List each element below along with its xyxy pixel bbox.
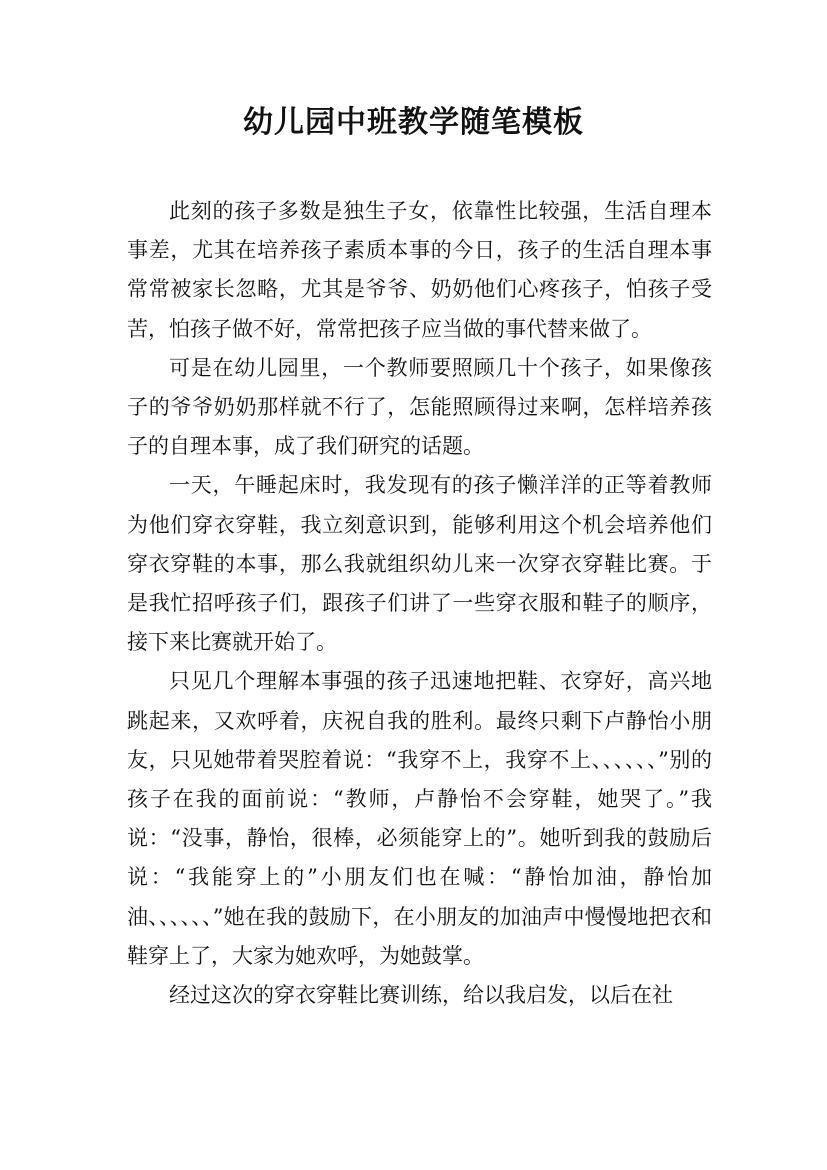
- paragraph-2: 可是在幼儿园里，一个教师要照顾几十个孩子，如果像孩子的爷爷奶奶那样就不行了，怎能照顾得过来啊，怎样培养孩子的自理本事，成了我们研究的话题。: [127, 355, 712, 459]
- paragraph-4: 只见几个理解本事强的孩子迅速地把鞋、衣穿好，高兴地跳起来，又欢呼着，庆祝自我的胜利。最终只剩下卢静怡小朋友，只见她带着哭腔着说：“我穿不上，我穿不上、、、、、、”别的孩子在我的面前说：“教师，卢静怡不会穿鞋，她哭了。”我说：“没事，静怡，很棒，必须能穿上的”。她听到我的鼓励后说：“我能穿上的”小朋友们也在喊：“静怡加油，静怡加油、、、、、、”她在我的鼓励下，在小朋友的加油声中慢慢地把衣和鞋穿上了，大家为她欢呼，为她鼓掌。: [127, 669, 712, 968]
- paragraph-3: 一天，午睡起床时，我发现有的孩子懒洋洋的正等着教师为他们穿衣穿鞋，我立刻意识到，能够利用这个机会培养他们穿衣穿鞋的本事，那么我就组织幼儿来一次穿衣穿鞋比赛。于是我忙招呼孩子们，跟孩子们讲了一些穿衣服和鞋子的顺序，接下来比赛就开始了。: [127, 473, 712, 655]
- document-title: 幼儿园中班教学随笔模板: [243, 105, 584, 140]
- document-body: [127, 192, 712, 1015]
- paragraph-1: 此刻的孩子多数是独生子女，依靠性比较强，生活自理本事差，尤其在培养孩子素质本事的今日，孩子的生活自理本事常常被家长忽略，尤其是爷爷、奶奶他们心疼孩子，怕孩子受苦，怕孩子做不好，常常把孩子应当做的事代替来做了。: [127, 199, 712, 341]
- paragraph-5: 经过这次的穿衣穿鞋比赛训练，给以我启发，以后在社: [169, 983, 673, 1008]
